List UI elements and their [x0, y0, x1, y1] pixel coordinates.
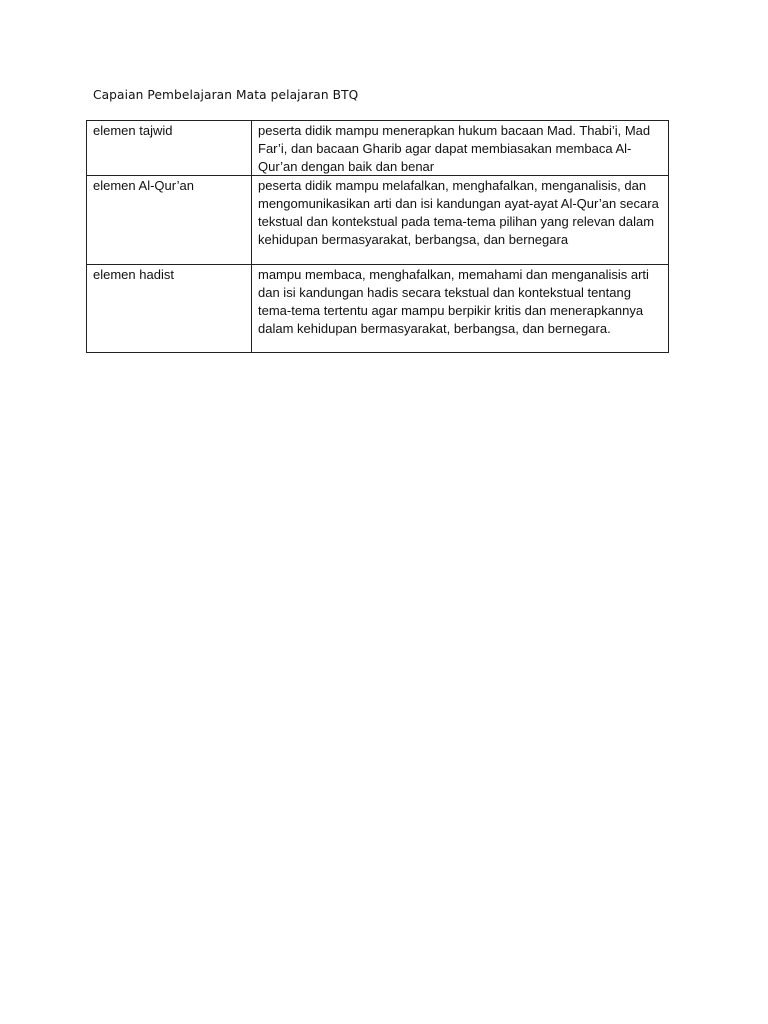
element-name-cell: elemen Al-Qur’an: [87, 176, 252, 265]
document-title: Capaian Pembelajaran Mata pelajaran BTQ: [93, 88, 359, 102]
table-row: [87, 121, 669, 176]
element-description-cell: peserta didik mampu melafalkan, menghafalkan, menganalisis, dan mengomunikasikan arti dan isi kandungan ayat-ayat Al-Qur’an secara tekstual dan kontekstual pada tema-tema pilihan yang relevan dalam kehidupan bermasyarakat, berbangsa, dan bernegara: [252, 176, 669, 265]
element-description-cell: peserta didik mampu menerapkan hukum bacaan Mad. Thabi’i, Mad Far’i, dan bacaan Gharib agar dapat membiasakan membaca Al-Qur’an dengan baik dan benar: [252, 121, 669, 176]
element-name-cell: elemen tajwid: [87, 121, 252, 176]
element-description-cell: mampu membaca, menghafalkan, memahami dan menganalisis arti dan isi kandungan hadis secara tekstual dan kontekstual tentang tema-tema tertentu agar mampu berpikir kritis dan menerapkannya dalam kehidupan bermasyarakat, berbangsa, dan bernegara.: [252, 265, 669, 353]
element-name-cell: elemen hadist: [87, 265, 252, 353]
table-row: [87, 265, 669, 353]
learning-outcomes-table: [86, 120, 669, 353]
table-row: [87, 176, 669, 265]
